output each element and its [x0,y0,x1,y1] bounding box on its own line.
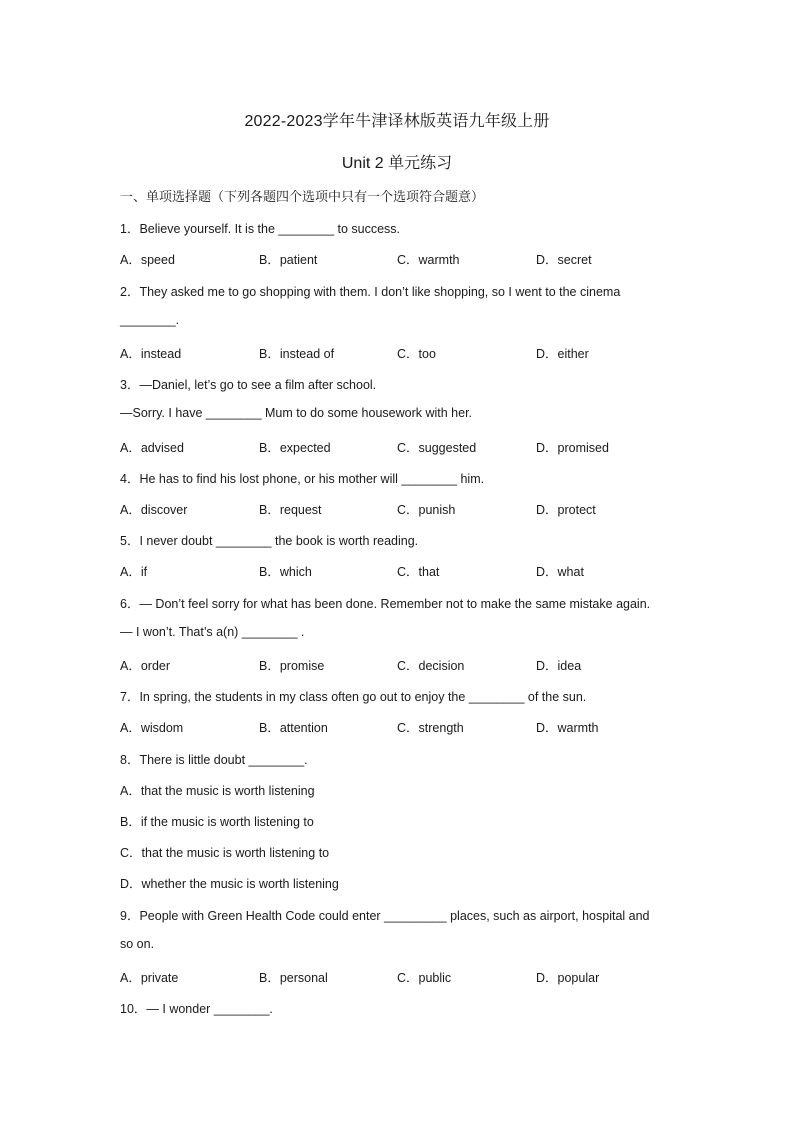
q5-option-c: C．that [397,565,440,579]
q1-option-d: D．secret [536,253,592,267]
question-4: 4．He has to find his lost phone, or his mother will ________ him. [120,472,485,486]
q6-option-d: D．idea [536,659,582,673]
question-7: 7．In spring, the students in my class often go out to enjoy the ________ of the sun. [120,690,587,704]
question-5: 5．I never doubt ________ the book is worth reading. [120,534,419,548]
q5-option-d: D．what [536,565,584,579]
q6-option-c: C．decision [397,659,465,673]
question-1: 1．Believe yourself. It is the ________ to success. [120,222,401,236]
question-3-cont: —Sorry. I have ________ Mum to do some housework with her. [120,406,473,420]
page-title: 2022-2023学年牛津译林版英语九年级上册 [244,113,550,130]
question-9: 9．People with Green Health Code could enter _________ places, such as airport, hospital and [120,909,650,923]
q6-option-a: A．order [120,659,171,673]
q1-option-c: C．warmth [397,253,460,267]
question-9-cont: so on. [120,937,155,951]
q5-option-a: A．if [120,565,148,579]
question-3: 3．—Daniel, let’s go to see a film after school. [120,378,377,392]
q9-option-c: C．public [397,971,452,985]
section-heading: 一、单项选择题（下列各题四个选项中只有一个选项符合题意） [120,189,485,204]
q8-option-c: C．that the music is worth listening to [120,846,330,860]
question-6: 6．— Don’t feel sorry for what has been done. Remember not to make the same mistake again. [120,597,651,611]
q2-option-a: A．instead [120,347,182,361]
q3-option-b: B．expected [259,441,331,455]
q7-option-d: D．warmth [536,721,599,735]
q2-option-c: C．too [397,347,436,361]
q5-option-b: B．which [259,565,312,579]
question-8: 8．There is little doubt ________. [120,753,308,767]
q3-option-c: C．suggested [397,441,477,455]
q4-option-b: B．request [259,503,322,517]
q3-option-d: D．promised [536,441,609,455]
q4-option-c: C．punish [397,503,456,517]
q4-option-a: A．discover [120,503,188,517]
q2-option-b: B．instead of [259,347,335,361]
q7-option-b: B．attention [259,721,328,735]
q1-option-b: B．patient [259,253,318,267]
page-subtitle: Unit 2 单元练习 [341,155,453,172]
q3-option-a: A．advised [120,441,184,455]
q9-option-a: A．private [120,971,179,985]
question-2-cont: ________. [120,313,180,327]
q8-option-a: A．that the music is worth listening [120,784,315,798]
q7-option-c: C．strength [397,721,464,735]
q8-option-d: D．whether the music is worth listening [120,877,339,891]
q8-option-b: B．if the music is worth listening to [120,815,314,829]
q6-option-b: B．promise [259,659,325,673]
q1-option-a: A．speed [120,253,175,267]
q9-option-d: D．popular [536,971,600,985]
q2-option-d: D．either [536,347,589,361]
question-6-cont: — I won’t. That’s a(n) ________ . [120,625,305,639]
q4-option-d: D．protect [536,503,596,517]
q9-option-b: B．personal [259,971,328,985]
question-10: 10．— I wonder ________. [120,1002,273,1016]
q7-option-a: A．wisdom [120,721,184,735]
question-2: 2．They asked me to go shopping with them. I don’t like shopping, so I went to the cinema [120,285,621,299]
